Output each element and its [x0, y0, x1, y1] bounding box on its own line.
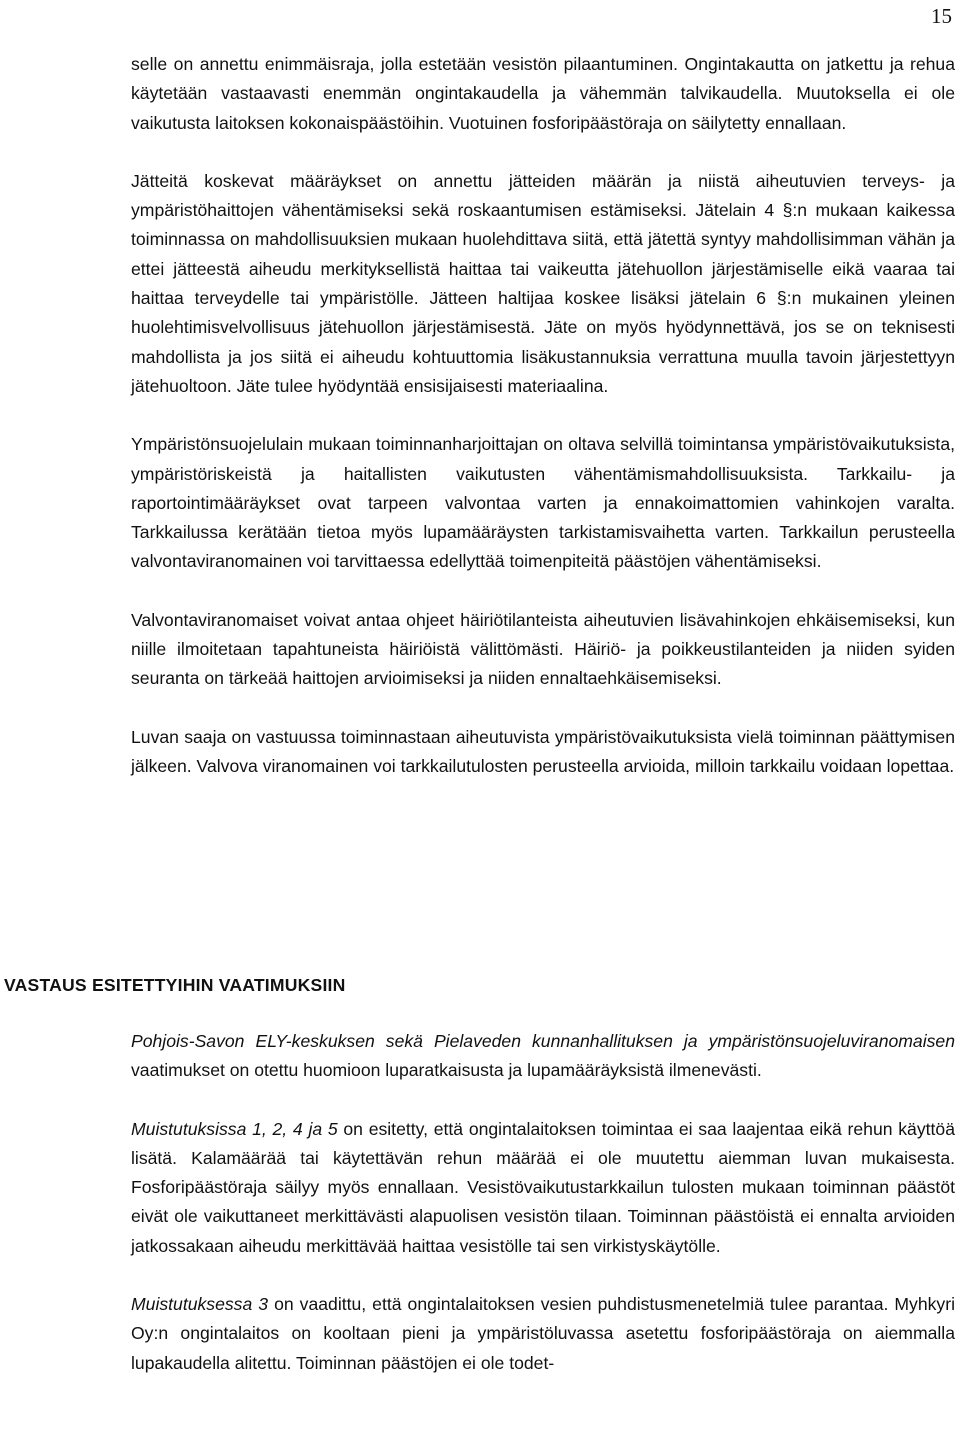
reminders-response: on esitetty, että ongintalaitoksen toimintaa ei saa laajentaa eikä rehun käyttöä lisätä. Kalamäärää tai käytettävän rehun määrää ei ole muutettu aiemman luvan mukaisesta. Fosforipäästöraja säilyy myös ennallaan. Vesistövaikutustarkkailun tulosten mukaan toiminnan päästöt eivät ole vaikuttaneet merkittävästi alapuolisen vesistön tilaan. Toiminnan päästöistä ei ennalta arvioiden jatkossakaan aiheudu merkittävää haittaa vesistölle tai sen virkistyskäytölle. [131, 1118, 955, 1256]
paragraph-waste: Jätteitä koskevat määräykset on annettu jätteiden määrän ja niistä aiheutuvien terveys- ja ympäristöhaittojen vähentämiseksi sekä roskaantumisen estämiseksi. Jätelain 4 §:n mukaan kaikessa toiminnassa on mahdollisuuksien mukaan huolehdittava siitä, että jätettä syntyy mahdollisimman vähän ja ettei jätteestä aiheudu merkityksellistä haittaa tai vaikeutta jätehuollon järjestämiselle eikä vaaraa tai haittaa terveydelle tai ympäristölle. Jätteen haltijaa koskee lisäksi jätelain 6 §:n mukainen yleinen huolehtimisvelvollisuus jätehuollon järjestämisestä. Jäte on myös hyödynnettävä, jos se on teknisesti mahdollista ja jos siitä ei aiheudu kohtuuttomia lisäkustannuksia verrattuna muulla tavoin järjestettyyn jätehuoltoon. Jäte tulee hyödyntää ensisijaisesti materiaalina. [131, 170, 955, 396]
authority-names: Pohjois-Savon ELY-keskuksen sekä Pielaveden kunnanhallituksen ja ympäristönsuojeluviranomaisen [131, 1031, 955, 1051]
paragraph-permit-holder: Luvan saaja on vastuussa toiminnastaan aiheutuvista ympäristövaikutuksista vielä toiminnan päättymisen jälkeen. Valvova viranomainen voi tarkkailutulosten perusteella arvioida, milloin tarkkailu voidaan lopettaa. [131, 726, 955, 776]
paragraph-reminder-3 [131, 1290, 955, 1378]
reminder-3-response: on vaadittu, että ongintalaitoksen vesien puhdistusmenetelmiä tulee parantaa. Myhkyri Oy:n ongintalaitos on kooltaan pieni ja ympäristöluvassa asetettu fosforipäästöraja on aiemmalla lupakaudella alitettu. Toiminnan päästöjen ei ole todet- [131, 1294, 955, 1373]
paragraph-authority-requirements [131, 1027, 955, 1086]
paragraph-reminders-1245 [131, 1115, 955, 1261]
response-section [131, 1027, 955, 1378]
paragraph-disturbances: Valvontaviranomaiset voivat antaa ohjeet häiriötilanteista aiheutuvien lisävahinkojen ehkäisemiseksi, kun niille ilmoitetaan tapahtuneista häiriöistä välittömästi. Häiriö- ja poikkeustilanteiden ja niiden syiden seuranta on tärkeää haittojen arvioimiseksi ja niiden ennaltaehkäisemiseksi. [131, 609, 955, 689]
paragraph-emission-limit: selle on annettu enimmäisraja, jolla estetään vesistön pilaantuminen. Ongintakautta on jatkettu ja rehua käytetään vastaavasti enemmän ongintakaudella ja vähemmän talvikaudella. Muutoksella ei ole vaikutusta laitoksen kokonaispäästöihin. Vuotuinen fosforipäästöraja on säilytetty ennallaan. [131, 54, 955, 133]
reminders-ref: Muistutuksissa 1, 2, 4 ja 5 [131, 1118, 338, 1139]
decision-rationale [131, 50, 955, 781]
authority-response: vaatimukset on otettu huomioon luparatkaisusta ja lupamääräyksistä ilmenevästi. [131, 1060, 762, 1081]
paragraph-monitoring: Ympäristönsuojelulain mukaan toiminnanharjoittajan on oltava selvillä toimintansa ympäristövaikutuksista, ympäristöriskeistä ja haitallisten vaikutusten vähentämismahdollisuuksista. Tarkkailu- ja raportointimääräykset ovat tarpeen valvontaa varten ja ennakoimattomien vahinkojen varalta. Tarkkailussa kerätään tietoa myös lupamääräysten tarkistamisvaihetta varten. Tarkkailun perusteella valvontaviranomainen voi tarvittaessa edellyttää toimenpiteitä päästöjen vähentämiseksi. [131, 434, 955, 572]
page-number: 15 [931, 4, 952, 28]
section-heading: VASTAUS ESITETTYIHIN VAATIMUKSIIN [4, 975, 346, 995]
reminder-3-ref: Muistutuksessa 3 [131, 1294, 269, 1315]
